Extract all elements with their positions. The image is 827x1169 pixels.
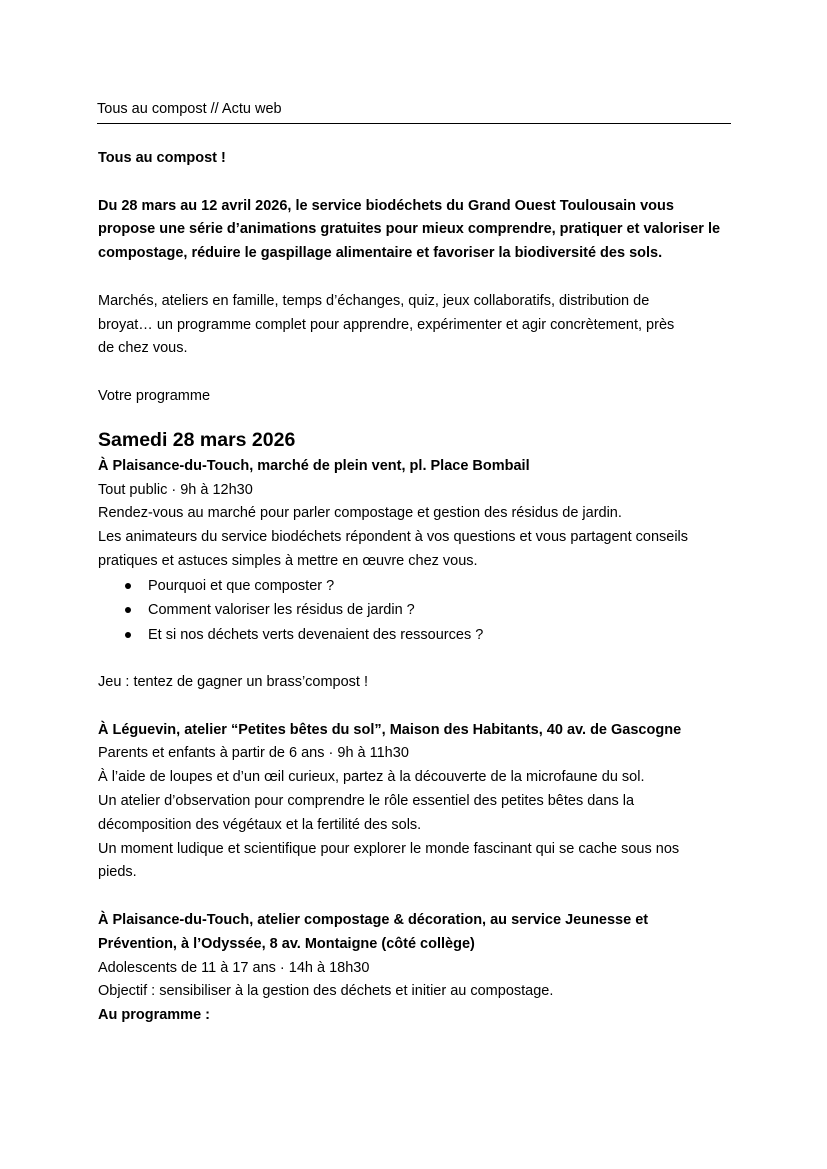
event-audience: Tout public · 9h à 12h30 [98, 481, 253, 498]
list-item: Comment valoriser les résidus de jardin ? [148, 598, 738, 623]
event-audience: Adolescents de 11 à 17 ans · 14h à 18h30 [98, 959, 370, 976]
article-lead: Du 28 mars au 12 avril 2026, le service biodéchets du Grand Ouest Toulousain vous propose une série d’animations gratuites pour mieux comprendre, pratiquer et valoriser le compostage, réduire le gaspillage alimentaire et favoriser la biodiversité des sols. [98, 197, 721, 262]
bullet-icon [125, 583, 131, 589]
article-body [98, 147, 738, 1028]
running-header [97, 99, 731, 124]
event-description: Les animateurs du service biodéchets répondent à vos questions et vous partagent conseils pratiques et astuces simples à mettre en œuvre chez vous. [98, 529, 689, 569]
event-title: À Plaisance-du-Touch, atelier compostage & décoration, au service Jeunesse et Prévention, à l’Odyssée, 8 av. Montaigne (côté collège) [98, 912, 649, 952]
article-title: Tous au compost ! [98, 150, 226, 166]
article-intro: Marchés, ateliers en famille, temps d’échanges, quiz, jeux collaboratifs, distribution de broyat… un programme complet pour apprendre, expérimenter et agir concrètement, près de chez vous. [98, 292, 675, 357]
list-item: Pourquoi et que composter ? [148, 574, 738, 599]
bullet-icon [125, 632, 131, 638]
event-game: Jeu : tentez de gagner un brass’compost ! [98, 674, 369, 691]
programme-subheading: Au programme : [98, 1007, 210, 1024]
event-description: Rendez-vous au marché pour parler compostage et gestion des résidus de jardin. [98, 505, 622, 522]
programme-label: Votre programme [98, 387, 211, 404]
event-audience: Parents et enfants à partir de 6 ans · 9h à 11h30 [98, 745, 409, 762]
running-title: Tous au compost // Actu web [97, 101, 282, 117]
list-item: Et si nos déchets verts devenaient des ressources ? [148, 623, 738, 648]
day-heading: Samedi 28 mars 2026 [98, 428, 296, 451]
event-description: Objectif : sensibiliser à la gestion des déchets et initier au compostage. [98, 983, 554, 1000]
event-title: À Plaisance-du-Touch, marché de plein vent, pl. Place Bombail [98, 457, 530, 474]
event-title: À Léguevin, atelier “Petites bêtes du sol”, Maison des Habitants, 40 av. de Gascogne [98, 721, 682, 738]
event-description: Un atelier d’observation pour comprendre le rôle essentiel des petites bêtes dans la décomposition des végétaux et la fertilité des sols. [98, 793, 635, 833]
bullet-icon [125, 607, 131, 613]
event-description: Un moment ludique et scientifique pour explorer le monde fascinant qui se cache sous nos pieds. [98, 840, 680, 881]
event-description: À l’aide de loupes et d’un œil curieux, partez à la découverte de la microfaune du sol. [98, 769, 645, 786]
question-list [98, 574, 738, 648]
